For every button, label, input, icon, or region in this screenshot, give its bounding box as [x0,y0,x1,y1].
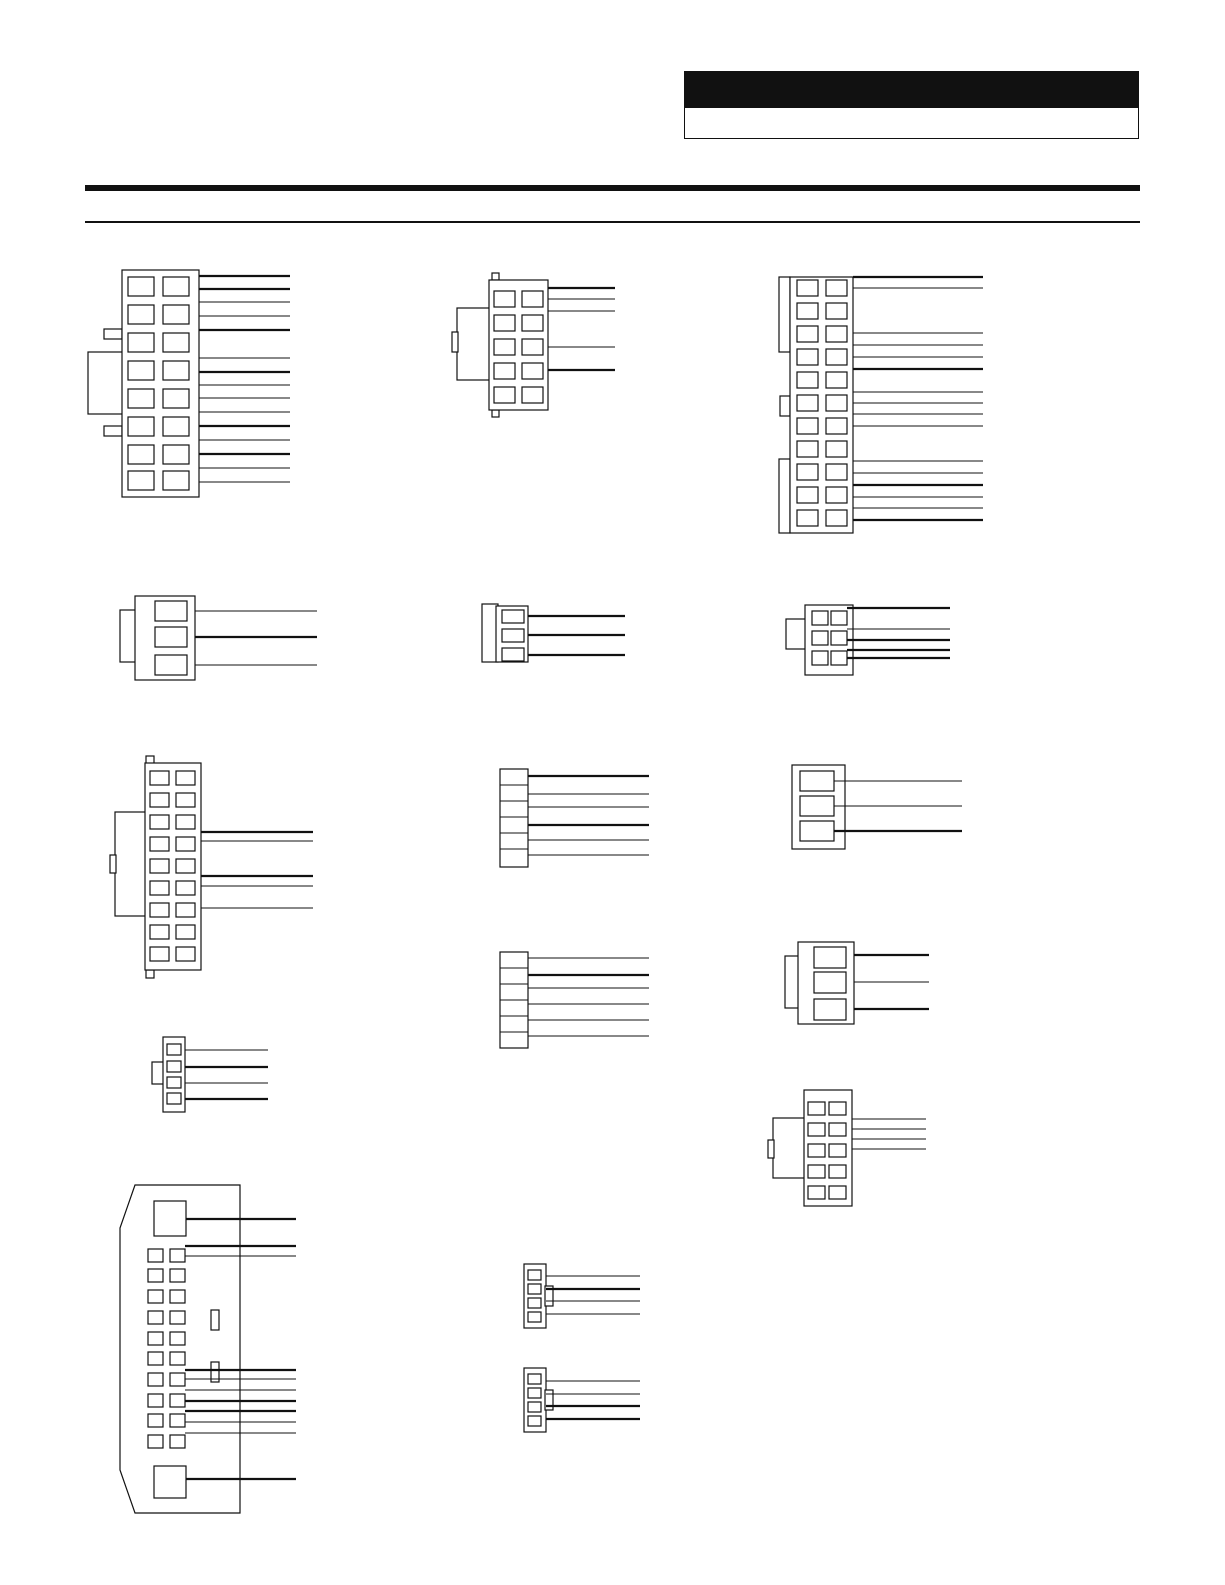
connector-18-pin [88,270,290,497]
connector-3-pin-large [120,596,317,680]
connector-10-pin-b [768,1090,926,1206]
connector-4-pin-small-c [524,1368,640,1432]
wire-leads [199,276,290,482]
wire-leads [853,277,983,520]
connector-3-pin-box [792,765,962,849]
connector-6-pin-strip [500,769,649,867]
connector-6-pin-strip-b [500,952,649,1048]
wire-leads [548,288,615,370]
connector-3-pin-small [482,604,625,662]
connector-24-pin-large [120,1185,296,1513]
connector-10-pin [452,273,615,417]
connector-22-pin [779,277,983,533]
connector-18-pin-b [110,756,313,978]
connector-3-pin-large-b [785,942,929,1024]
connector-4-pin-small [152,1037,268,1112]
connector-6-pin [786,605,950,675]
connector-4-pin-small-b [524,1264,640,1328]
